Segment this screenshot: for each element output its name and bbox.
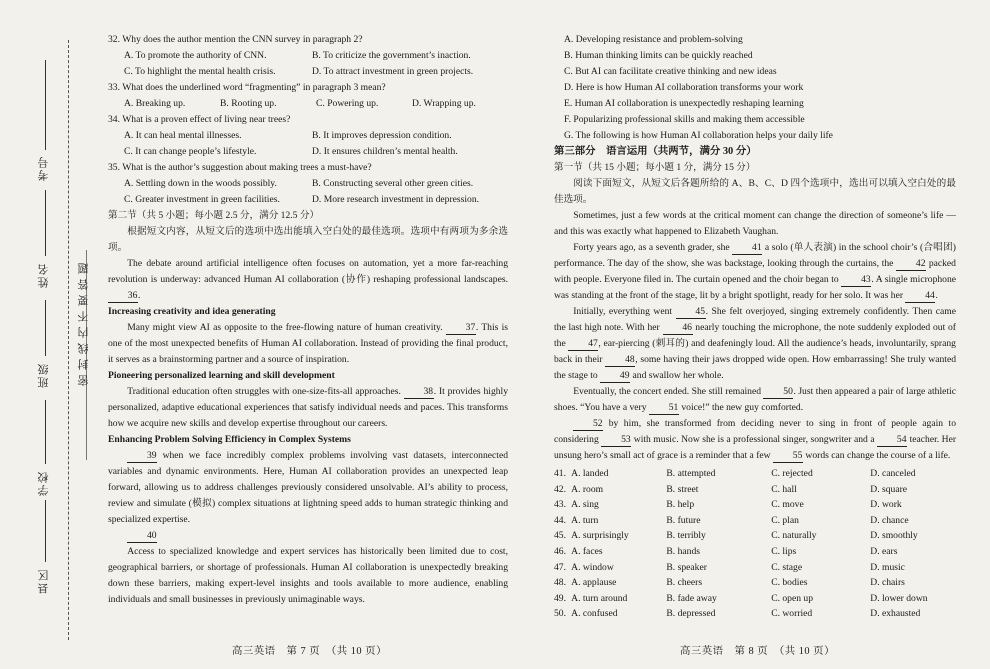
paragraph-text: Traditional education often struggles with one-size-fits-all approaches.	[127, 386, 401, 397]
option: A. Settling down in the woods possibly.	[124, 178, 277, 189]
choice-a[interactable]: A. surprisingly	[571, 530, 629, 542]
choice-row	[554, 497, 956, 513]
option-list-item: C. But AI can facilitate creative thinking and new ideas	[564, 66, 777, 77]
cloze-text: by him, she transformed from deciding never to sing in front of people again to considering	[554, 418, 956, 445]
choice-a[interactable]: A. faces	[571, 545, 603, 557]
cloze-text: with music. Now she is a professional singer, songwriter and a	[633, 434, 875, 445]
question-stem: 32. Why does the author mention the CNN survey in paragraph 2?	[108, 34, 363, 45]
choice-d[interactable]: D. lower down	[870, 592, 928, 604]
cloze-text: . Just then appeared a pair of large athletic shoes. “You have a very	[554, 386, 956, 413]
question-stem: 33. What does the underlined word “fragmenting” in paragraph 3 mean?	[108, 82, 386, 93]
choice-b[interactable]: B. hands	[666, 545, 700, 557]
choice-a[interactable]: A. turn	[571, 514, 599, 526]
option: A. To promote the authority of CNN.	[124, 50, 267, 61]
choice-number: 42.	[554, 483, 566, 495]
choice-row	[554, 606, 956, 622]
district-label: 县区	[38, 568, 50, 594]
choice-a[interactable]: A. room	[571, 483, 604, 495]
choice-d[interactable]: D. canceled	[870, 468, 916, 479]
section-instructions: 根据短文内容，从短文后的选项中选出能填入空白处的最佳选项。选项中有两项为多余选项。	[108, 226, 508, 253]
section-title: 第一节（共 15 小题；每小题 1 分，满分 15 分）	[554, 162, 756, 173]
cloze-blank[interactable]: 51	[649, 402, 679, 415]
part-title: 第三部分 语言运用（共两节，满分 30 分）	[554, 146, 757, 157]
option: C. Powering up.	[316, 98, 379, 109]
left-column	[108, 32, 508, 608]
answer-blank[interactable]: 40	[127, 530, 157, 543]
choice-row	[554, 482, 956, 498]
choice-c[interactable]: C. naturally	[771, 530, 817, 542]
choice-a[interactable]: A. window	[571, 561, 614, 573]
choice-d[interactable]: D. smoothly	[870, 530, 918, 542]
cloze-text: Eventually, the concert ended. She still remained	[573, 386, 761, 397]
paragraph-text: when we face incredibly complex problems involving vast datasets, interconnected variables and dynamic environments. Here, Human AI collaboration provides an unexpected leap forward, allowing us to address challenges previously considered unsolvable. AI’s ability to process, review and simulate (模拟) complex situations at lightning speed adds to human strategic thinking and specialized expertise.	[108, 450, 509, 525]
choice-c[interactable]: C. bodies	[771, 577, 808, 589]
choice-number: 49.	[554, 592, 566, 604]
question-stem: 34. What is a proven effect of living near trees?	[108, 114, 291, 125]
cloze-blank[interactable]: 44	[905, 290, 935, 303]
choice-b[interactable]: B. future	[666, 514, 701, 526]
option-list-item: F. Popularizing professional skills and making them accessible	[564, 114, 805, 125]
school-field	[45, 400, 46, 464]
cloze-blank[interactable]: 49	[600, 370, 630, 383]
option: C. Greater investment in green facilities.	[124, 194, 280, 205]
cloze-blank[interactable]: 53	[601, 434, 631, 447]
cloze-blank[interactable]: 48	[605, 354, 635, 367]
cloze-paragraph	[554, 416, 956, 464]
cloze-blank[interactable]: 54	[877, 434, 907, 447]
cloze-text: packed with people. Everyone filed in. The curtain opened and the choir began to	[554, 258, 956, 285]
cloze-text: and swallow her whole.	[632, 370, 724, 381]
choice-c[interactable]: C. lips	[771, 545, 797, 557]
option: B. Rooting up.	[220, 98, 277, 109]
cloze-blank[interactable]: 43	[841, 274, 871, 287]
cloze-paragraph: Sometimes, just a few words at the critical moment can change the direction of someone’s life — and this was exactly what happened to Elizabeth Vaughan.	[554, 210, 956, 237]
cloze-text: . She felt overjoyed, singing extremely confidently. Then came the last high note. With her	[554, 306, 957, 333]
paragraph: Access to specialized knowledge and expert services has historically been limited due to cost, geographical barriers, or shortage of professionals. Human AI collaboration is unexpectedly breaking down these barriers, making expert-level insights and tools available to more audience, enabling individuals and small businesses in previously unimaginable ways.	[108, 546, 508, 605]
exam-no-label: 考号	[38, 155, 50, 181]
name-field	[45, 190, 46, 256]
cloze-blank[interactable]: 55	[773, 450, 803, 463]
choice-b[interactable]: B. help	[666, 499, 695, 511]
choice-row	[554, 544, 956, 560]
choice-number: 47.	[554, 561, 566, 573]
choice-number: 41.	[554, 468, 566, 479]
cloze-text: nearly touching the microphone, the note suddenly exploded out of the	[554, 322, 956, 349]
choice-b[interactable]: B. fade away	[666, 592, 717, 604]
cloze-text: .	[935, 290, 938, 301]
cloze-paragraph	[554, 384, 956, 416]
cloze-blank[interactable]: 47	[568, 338, 598, 351]
choice-d[interactable]: D. music	[870, 561, 905, 573]
section-title: 第二节（共 5 小题；每小题 2.5 分，满分 12.5 分）	[108, 210, 320, 221]
cloze-text: Initially, everything went	[573, 306, 673, 317]
option: B. It improves depression condition.	[312, 130, 452, 141]
seal-line	[68, 40, 69, 640]
subheading: Increasing creativity and idea generating	[108, 306, 276, 317]
cloze-text: words can change the course of a life.	[805, 450, 951, 461]
choice-b[interactable]: B. terribly	[666, 530, 706, 542]
option-list-item: A. Developing resistance and problem-solving	[564, 34, 743, 45]
choice-row	[554, 466, 956, 482]
class-field	[45, 300, 46, 356]
choice-d[interactable]: D. work	[870, 499, 902, 511]
choice-d[interactable]: D. chance	[870, 514, 909, 526]
cloze-text: voice!” the new guy comforted.	[681, 402, 804, 413]
choice-row	[554, 528, 956, 544]
choice-a[interactable]: A. applause	[571, 577, 617, 589]
choice-c[interactable]: C. hall	[771, 483, 797, 495]
choice-number: 50.	[554, 608, 566, 620]
paragraph-text: The debate around artificial intelligence often focuses on automation, yet a more far-reaching revolution is underway: advanced Human AI collaboration (协作) reshaping professional landscapes.	[108, 258, 508, 285]
paragraph-text: It provides highly personalized, adaptive educational experiences that satisfy individual needs and paces. This transforms how we acquire new skills and develop expertise throughout our careers.	[108, 386, 509, 429]
paragraph-text: Many might view AI as opposite to the free-flowing nature of human creativity.	[127, 322, 443, 333]
cloze-blank[interactable]: 50	[763, 386, 793, 399]
option: B. Constructing several other green cities.	[312, 178, 474, 189]
option: C. It can change people’s lifestyle.	[124, 146, 257, 157]
choice-a[interactable]: A. confused	[571, 608, 618, 620]
choice-b[interactable]: B. speaker	[666, 561, 707, 573]
option: A. Breaking up.	[124, 98, 186, 109]
option-list-item: B. Human thinking limits can be quickly reached	[564, 50, 753, 61]
binding-margin	[0, 0, 100, 669]
cloze-blank[interactable]: 42	[896, 258, 926, 271]
answer-blank[interactable]: 39	[127, 450, 157, 463]
choice-number: 46.	[554, 545, 566, 557]
choice-row	[554, 560, 956, 576]
cloze-paragraph	[554, 240, 956, 304]
choice-d[interactable]: D. square	[870, 483, 908, 495]
choice-c[interactable]: C. worried	[771, 608, 813, 620]
exam-no-field	[45, 60, 46, 150]
cloze-blank[interactable]: 45	[676, 306, 706, 319]
option: A. It can heal mental illnesses.	[124, 130, 242, 141]
choice-row	[554, 575, 956, 591]
choice-b[interactable]: B. street	[666, 483, 699, 495]
cloze-text: teacher. Her unsung hero’s small act of grace is a reminder that a few	[554, 434, 957, 461]
choice-a[interactable]: A. landed	[571, 468, 609, 479]
paragraph: Many might view AI as opposite to the free-flowing nature of human creativity. 37. This is one of the most unexpected benefits of Human AI collaboration. Instead of providing the final product, it serves as a brainstorming partner and a source of inspiration.	[108, 322, 508, 365]
subheading: Enhancing Problem Solving Efficiency in Complex Systems	[108, 434, 351, 445]
choice-b[interactable]: B. cheers	[666, 577, 703, 589]
option: D. It ensures children’s mental health.	[312, 146, 458, 157]
cloze-paragraph	[554, 304, 956, 384]
school-label: 学校	[38, 470, 50, 496]
answer-blank[interactable]: 36	[108, 290, 138, 303]
option-list-item: G. The following is how Human AI collaboration helps your daily life	[564, 130, 833, 141]
option-list-item: E. Human AI collaboration is unexpectedly reshaping learning	[564, 98, 804, 109]
choice-row	[554, 513, 956, 529]
choice-c[interactable]: C. open up	[771, 592, 814, 604]
seal-note: 密封线内不要答题	[78, 258, 90, 386]
choice-c[interactable]: C. move	[771, 499, 804, 511]
class-label: 班级	[38, 362, 50, 388]
choice-d[interactable]: D. exhausted	[870, 608, 921, 620]
cloze-blank[interactable]: 46	[663, 322, 693, 335]
option: D. To attract investment in green projects.	[312, 66, 474, 77]
right-column	[554, 32, 956, 622]
choice-b[interactable]: B. attempted	[666, 468, 716, 479]
choice-number: 48.	[554, 577, 566, 589]
choice-row	[554, 591, 956, 607]
choice-number: 45.	[554, 530, 566, 542]
option: D. More research investment in depression.	[312, 194, 480, 205]
paragraph-text: This is one of the most unexpected benefits of Human AI collaboration. Instead of providing the final product, it serves as a brainstorming partner and a source of inspiration.	[108, 322, 508, 365]
choice-a[interactable]: A. sing	[571, 499, 599, 511]
cloze-blank[interactable]: 52	[573, 418, 603, 431]
paragraph	[108, 448, 508, 528]
name-label: 姓名	[38, 262, 50, 288]
choice-b[interactable]: B. depressed	[666, 608, 716, 620]
cloze-text: . A single microphone was standing at the front of the stage, lit by a bright spotlight, ready for her solo. It was her	[554, 274, 957, 301]
paragraph	[108, 528, 508, 544]
choice-c[interactable]: C. rejected	[771, 468, 813, 479]
cloze-text: , ear-piercing (刺耳的) and deafeningly loud. All the audience’s heads, involuntarily, sprang back in their	[554, 338, 956, 365]
choice-d[interactable]: D. ears	[870, 545, 898, 557]
option-list-item: D. Here is how Human AI collaboration transforms your work	[564, 82, 804, 93]
paragraph: The debate around artificial intelligence often focuses on automation, yet a more far-reaching revolution is underway: advanced Human AI collaboration (协作) reshaping professional landscapes. 36.	[108, 258, 508, 301]
choice-c[interactable]: C. stage	[771, 561, 803, 573]
choice-d[interactable]: D. chairs	[870, 577, 905, 589]
choice-c[interactable]: C. plan	[771, 514, 799, 526]
cloze-blank[interactable]: 41	[732, 242, 762, 255]
question-stem: 35. What is the author’s suggestion about making trees a must-have?	[108, 162, 372, 173]
paragraph: Traditional education often struggles with one-size-fits-all approaches. 38. It provides highly personalized, adaptive educational experiences that satisfy individual needs and paces. This transforms how we acquire new skills and develop expertise throughout our careers.	[108, 386, 509, 429]
section-instructions: 阅读下面短文，从短文后各题所给的 A、B、C、D 四个选项中，选出可以填入空白处的最佳选项。	[554, 178, 956, 205]
subheading: Pioneering personalized learning and skill development	[108, 370, 335, 381]
choice-number: 43.	[554, 499, 566, 511]
page-footer: 高三英语 第 8 页 （共 10 页）	[680, 646, 835, 657]
answer-blank[interactable]: 38	[404, 386, 434, 399]
choice-a[interactable]: A. turn around	[571, 592, 628, 604]
cloze-choices-table	[554, 466, 956, 622]
choice-number: 44.	[554, 514, 566, 526]
cloze-text: Forty years ago, as a seventh grader, she	[573, 242, 730, 253]
option: C. To highlight the mental health crisis.	[124, 66, 276, 77]
district-field	[45, 500, 46, 562]
option: D. Wrapping up.	[412, 98, 476, 109]
cloze-text: , some having their jaws dropped wide open. How embarrassing! She truly wanted the stage to	[554, 354, 956, 381]
option: B. To criticize the government’s inaction.	[312, 50, 471, 61]
page-footer: 高三英语 第 7 页 （共 10 页）	[232, 646, 387, 657]
cloze-text: a solo (单人表演) in the school choir’s (合唱团) performance. The day of the show, she was backstage, looking through the curtains, the	[554, 242, 956, 269]
answer-blank[interactable]: 37	[446, 322, 476, 335]
